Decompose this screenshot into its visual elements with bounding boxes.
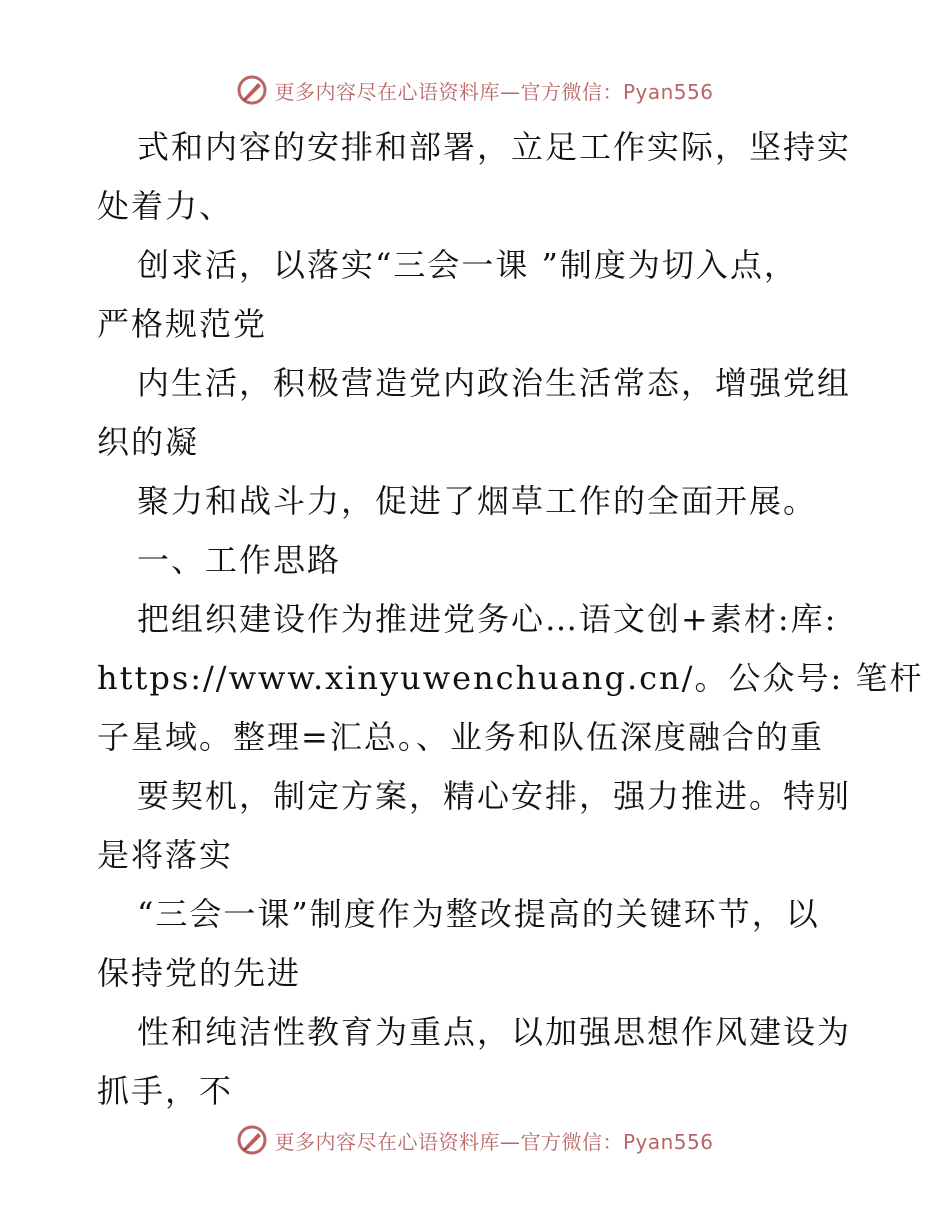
body-line-12: 要契机，制定方案，精心安排，强力推进。特别	[137, 777, 852, 815]
pen-logo-icon	[236, 1124, 268, 1156]
header-banner-text: 更多内容尽在心语资料库—官方微信：Pyan556	[274, 79, 714, 104]
body-line-7: 聚力和战斗力，促进了烟草工作的全面开展。	[137, 482, 818, 520]
document-body	[97, 118, 924, 1121]
body-line-1: 式和内容的安排和部署，立足工作实际，坚持实	[137, 128, 852, 166]
header-banner	[0, 70, 950, 110]
pen-logo-icon	[236, 74, 268, 106]
footer-banner	[0, 1120, 950, 1160]
body-line-11: 子星域。整理=汇总。、业务和队伍深度融合的重	[97, 718, 824, 756]
body-line-9: 把组织建设作为推进党务心…语文创+素材:库:	[137, 600, 838, 638]
body-line-3: 创求活，以落实“三会一课 ”制度为切入点，	[137, 246, 798, 284]
section-heading: 一、工作思路	[137, 541, 342, 579]
body-line-6: 织的凝	[97, 423, 200, 461]
body-line-2: 处着力、	[97, 187, 234, 225]
body-line-5: 内生活，积极营造党内政治生活常态，增强党组	[137, 364, 852, 402]
body-line-16: 性和纯洁性教育为重点，以加强思想作风建设为	[137, 1013, 852, 1051]
body-line-10: https://www.xinyuwenchuang.cn/。公众号: 笔杆	[97, 659, 924, 697]
body-line-13: 是将落实	[97, 836, 234, 874]
header-banner-content	[236, 74, 713, 106]
body-line-14: “三会一课”制度作为整改提高的关键环节，以	[137, 895, 820, 933]
body-line-4: 严格规范党	[97, 305, 268, 343]
body-line-15: 保持党的先进	[97, 954, 302, 992]
footer-banner-text: 更多内容尽在心语资料库—官方微信：Pyan556	[274, 1129, 714, 1154]
footer-banner-content	[236, 1124, 713, 1156]
body-line-17: 抓手，不	[97, 1072, 234, 1110]
